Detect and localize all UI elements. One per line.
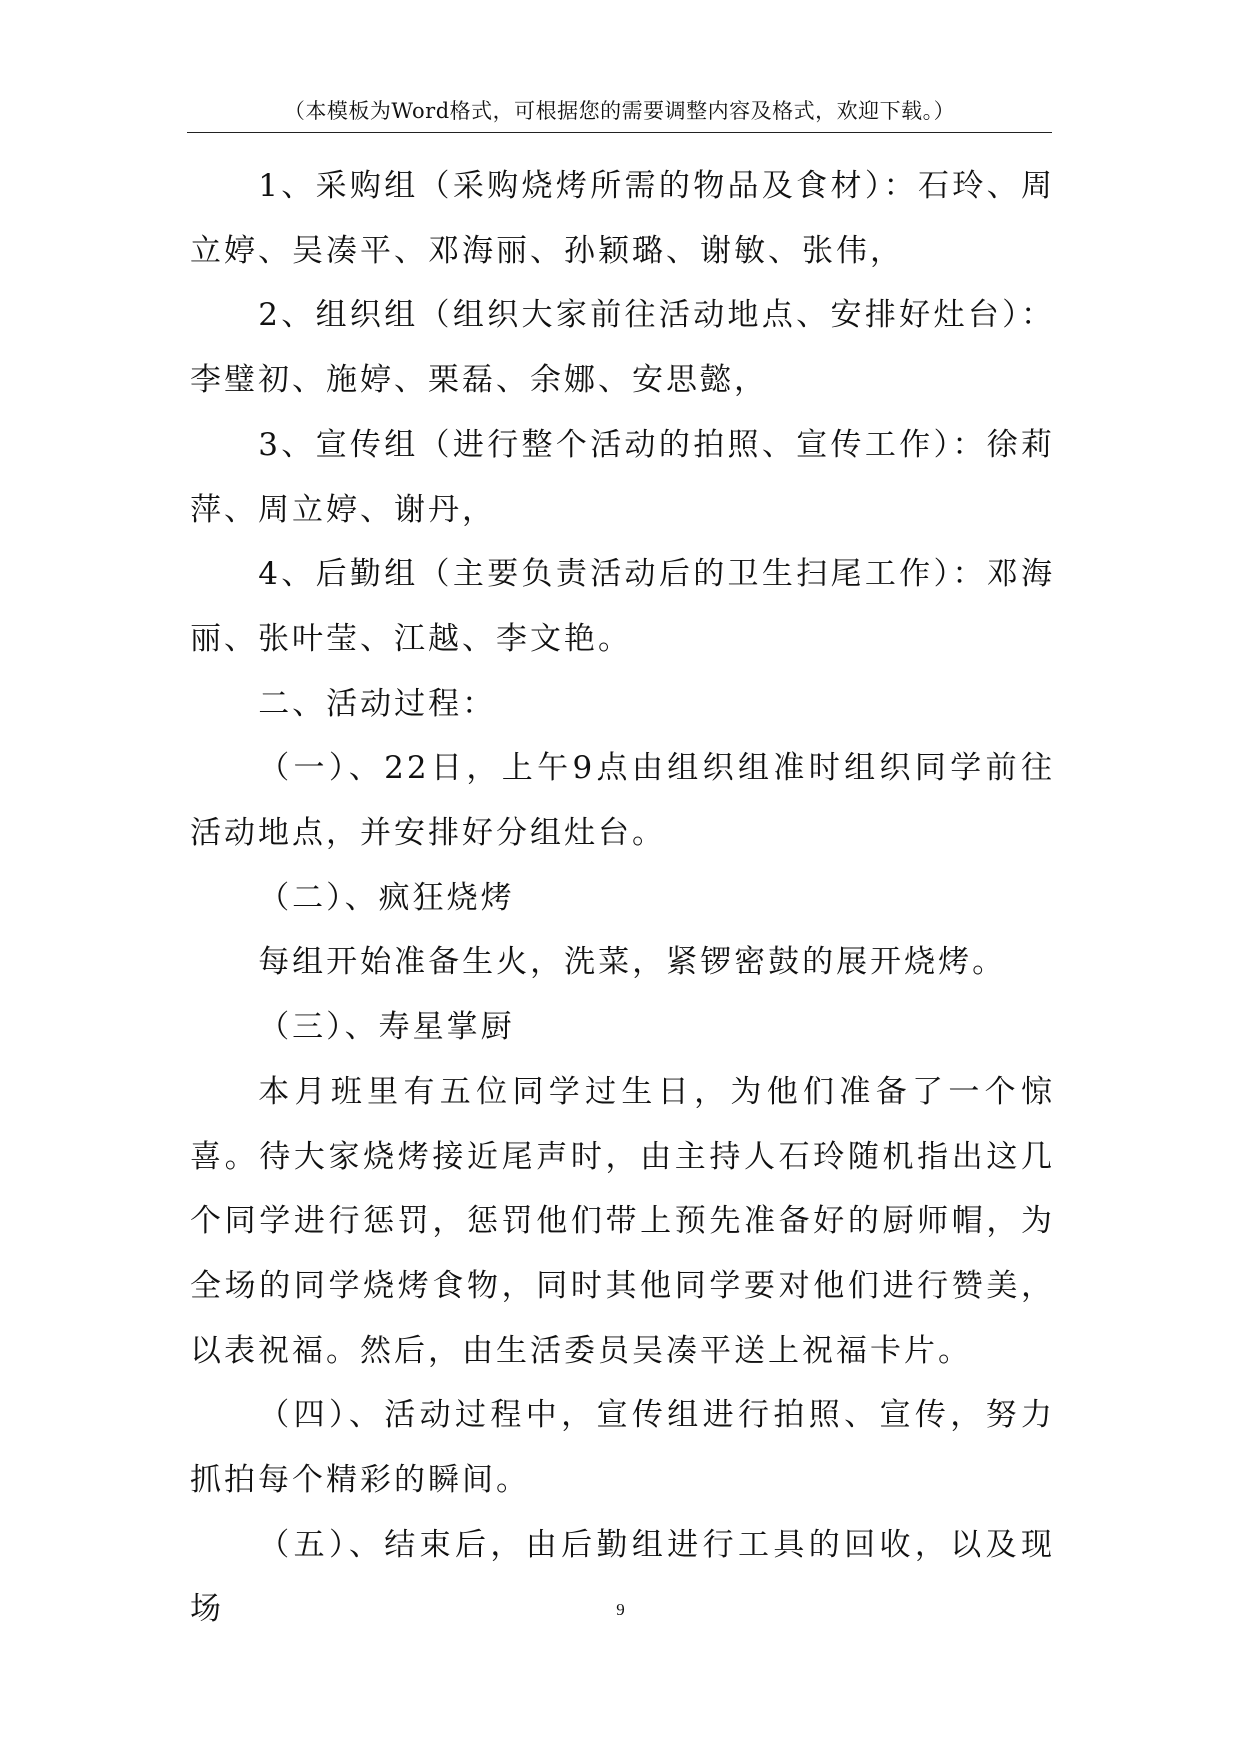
paragraph-step-three-heading: （三）、寿星掌厨 <box>258 1009 515 1046</box>
paragraph-organizing-group: 2、组织组（组织大家前往活动地点、安排好灶台）：李璧初、施婷、栗磊、余娜、安思懿， <box>190 297 1055 399</box>
paragraph-step-three-body: 本月班里有五位同学过生日，为他们准备了一个惊喜。待大家烧烤接近尾声时，由主持人石玲随机指出这几个同学进行惩罚，惩罚他们带上预先准备好的厨师帽，为全场的同学烧烤食物，同时其他同学要对他们进行赞美，以表祝福。然后，由生活委员吴凑平送上祝福卡片。 <box>190 1073 1055 1369</box>
section-heading-activity-process: 二、活动过程： <box>258 685 497 722</box>
paragraph-step-five: （五）、结束后，由后勤组进行工具的回收，以及现场 <box>190 1526 1055 1628</box>
paragraph-step-two-heading: （二）、疯狂烧烤 <box>258 879 515 916</box>
paragraph-step-two-body: 每组开始准备生火，洗菜，紧锣密鼓的展开烧烤。 <box>258 944 1007 981</box>
paragraph-step-one: （一）、22日，上午9点由组织组准时组织同学前往活动地点，并安排好分组灶台。 <box>190 750 1055 852</box>
paragraph-purchasing-group: 1、采购组（采购烧烤所需的物品及食材）：石玲、周立婷、吴凑平、邓海丽、孙颖璐、谢敏、张伟， <box>190 168 1055 269</box>
page-header: （本模板为Word格式，可根据您的需要调整内容及格式，欢迎下载。） <box>283 99 956 123</box>
header-divider <box>187 132 1052 133</box>
page-number: 9 <box>616 1600 625 1619</box>
paragraph-logistics-group: 4、后勤组（主要负责活动后的卫生扫尾工作）：邓海丽、张叶莹、江越、李文艳。 <box>190 556 1055 657</box>
document-body <box>190 154 1055 1642</box>
paragraph-step-four: （四）、活动过程中，宣传组进行拍照、宣传，努力抓拍每个精彩的瞬间。 <box>190 1397 1055 1499</box>
paragraph-publicity-group: 3、宣传组（进行整个活动的拍照、宣传工作）：徐莉萍、周立婷、谢丹， <box>190 426 1055 528</box>
